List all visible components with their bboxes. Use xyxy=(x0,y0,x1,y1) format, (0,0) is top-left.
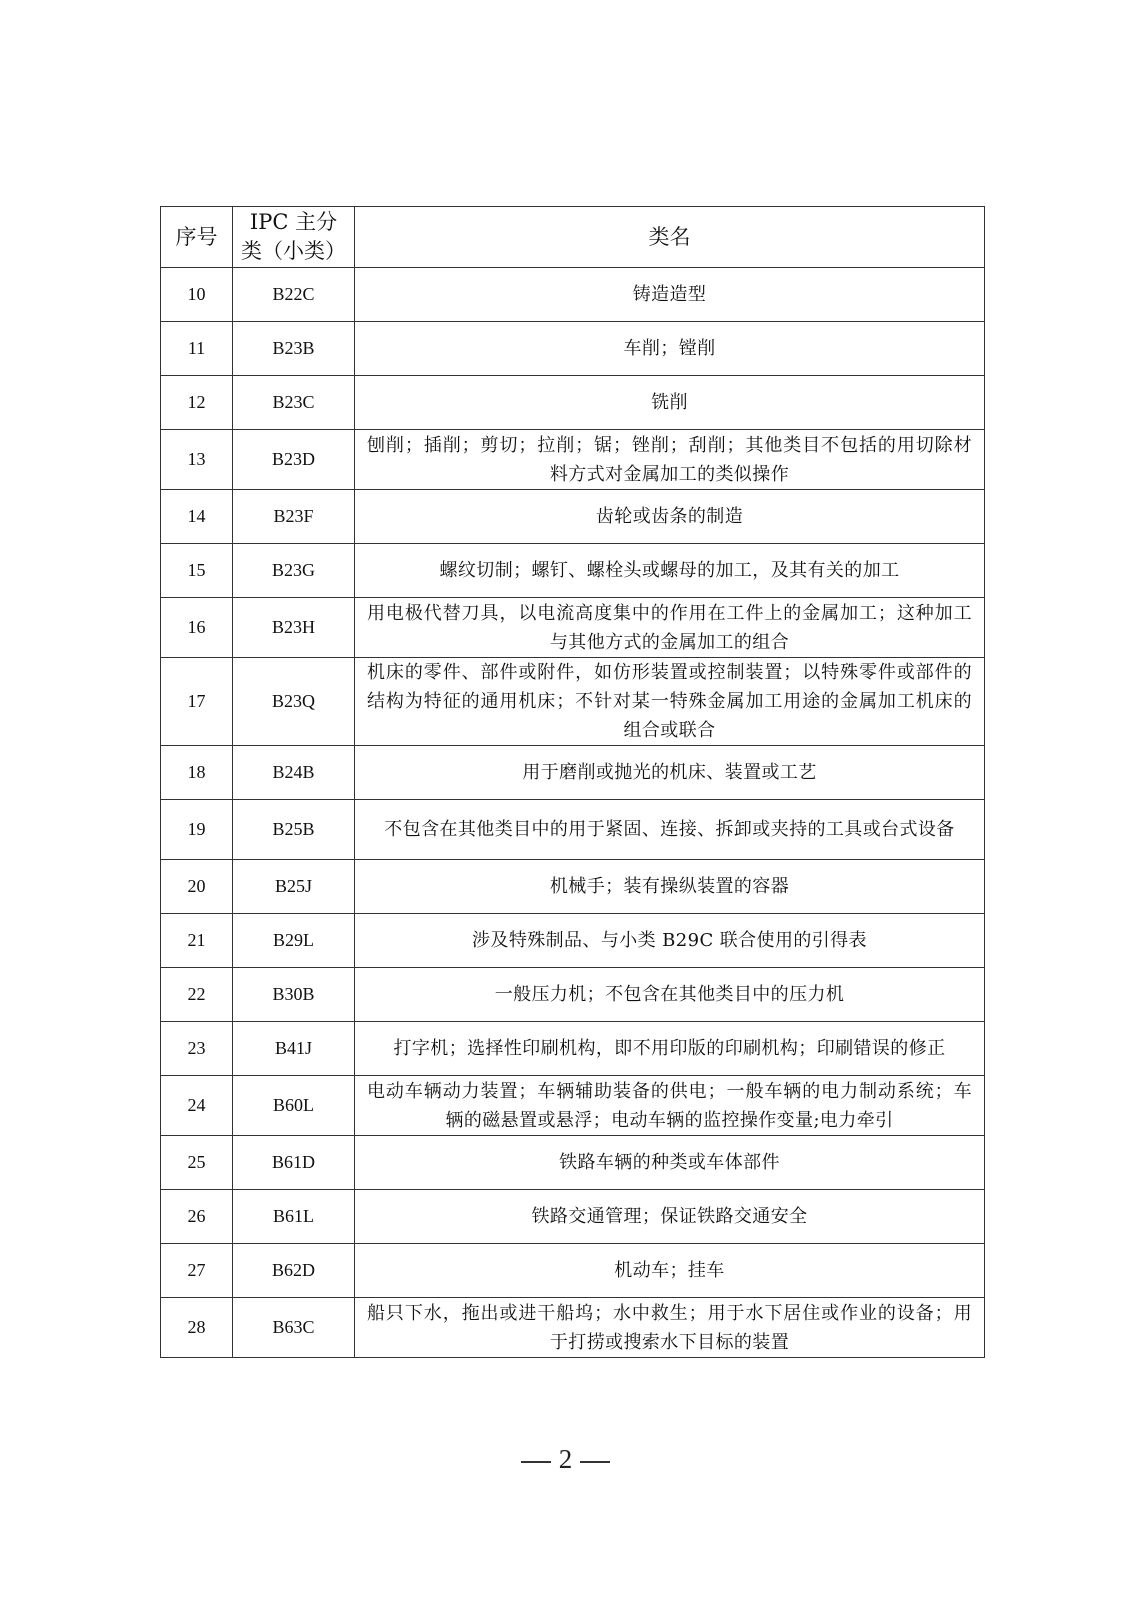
row-seq: 11 xyxy=(161,322,233,376)
row-class-name: 机动车；挂车 xyxy=(355,1244,985,1298)
table-row xyxy=(161,860,985,914)
table-row xyxy=(161,322,985,376)
row-seq: 10 xyxy=(161,268,233,322)
row-ipc-code: B30B xyxy=(233,968,355,1022)
ipc-classification-table xyxy=(160,206,985,1358)
table-row xyxy=(161,1022,985,1076)
row-seq: 18 xyxy=(161,746,233,800)
row-class-name: 齿轮或齿条的制造 xyxy=(355,490,985,544)
row-ipc-code: B61D xyxy=(233,1136,355,1190)
header-ipc-code xyxy=(233,207,355,268)
row-ipc-code: B23F xyxy=(233,490,355,544)
row-class-name: 刨削；插削；剪切；拉削；锯；锉削；刮削；其他类目不包括的用切除材料方式对金属加工的类似操作 xyxy=(355,430,985,490)
row-ipc-code: B23H xyxy=(233,598,355,658)
row-class-name: 机床的零件、部件或附件，如仿形装置或控制装置；以特殊零件或部件的结构为特征的通用机床；不针对某一特殊金属加工用途的金属加工机床的组合或联合 xyxy=(355,658,985,746)
row-class-name: 不包含在其他类目中的用于紧固、连接、拆卸或夹持的工具或台式设备 xyxy=(355,800,985,860)
table-row xyxy=(161,1136,985,1190)
table-row xyxy=(161,1190,985,1244)
row-seq: 27 xyxy=(161,1244,233,1298)
row-ipc-code: B61L xyxy=(233,1190,355,1244)
page-number-dash-left xyxy=(521,1461,551,1463)
row-class-name: 船只下水，拖出或进干船坞；水中救生；用于水下居住或作业的设备；用于打捞或搜索水下目标的装置 xyxy=(355,1298,985,1358)
row-ipc-code: B62D xyxy=(233,1244,355,1298)
row-class-name: 螺纹切制；螺钉、螺栓头或螺母的加工，及其有关的加工 xyxy=(355,544,985,598)
row-class-name: 一般压力机；不包含在其他类目中的压力机 xyxy=(355,968,985,1022)
header-row xyxy=(161,207,985,268)
row-ipc-code: B29L xyxy=(233,914,355,968)
row-seq: 22 xyxy=(161,968,233,1022)
table-row xyxy=(161,1298,985,1358)
row-ipc-code: B23Q xyxy=(233,658,355,746)
header-class-name: 类名 xyxy=(355,207,985,268)
row-ipc-code: B23D xyxy=(233,430,355,490)
row-ipc-code: B22C xyxy=(233,268,355,322)
row-class-name: 用于磨削或抛光的机床、装置或工艺 xyxy=(355,746,985,800)
header-ipc-code-line2: 类（小类） xyxy=(241,239,346,263)
row-seq: 13 xyxy=(161,430,233,490)
row-seq: 17 xyxy=(161,658,233,746)
table-row xyxy=(161,268,985,322)
row-class-name: 电动车辆动力装置；车辆辅助装备的供电；一般车辆的电力制动系统；车辆的磁悬置或悬浮；电动车辆的监控操作变量;电力牵引 xyxy=(355,1076,985,1136)
table-header xyxy=(161,207,985,268)
table-row xyxy=(161,658,985,746)
row-seq: 26 xyxy=(161,1190,233,1244)
row-class-name: 机械手；装有操纵装置的容器 xyxy=(355,860,985,914)
table-row xyxy=(161,430,985,490)
row-seq: 15 xyxy=(161,544,233,598)
table-row xyxy=(161,914,985,968)
row-class-name: 铁路交通管理；保证铁路交通安全 xyxy=(355,1190,985,1244)
row-ipc-code: B41J xyxy=(233,1022,355,1076)
row-seq: 12 xyxy=(161,376,233,430)
row-seq: 19 xyxy=(161,800,233,860)
row-class-name: 铸造造型 xyxy=(355,268,985,322)
table-row xyxy=(161,968,985,1022)
table-row xyxy=(161,544,985,598)
table-body xyxy=(161,268,985,1358)
page-footer xyxy=(0,1444,1131,1475)
row-seq: 24 xyxy=(161,1076,233,1136)
row-ipc-code: B60L xyxy=(233,1076,355,1136)
row-class-name: 铁路车辆的种类或车体部件 xyxy=(355,1136,985,1190)
row-ipc-code: B23C xyxy=(233,376,355,430)
row-ipc-code: B23G xyxy=(233,544,355,598)
row-seq: 14 xyxy=(161,490,233,544)
table-row xyxy=(161,800,985,860)
page-number: 2 xyxy=(558,1444,573,1474)
table-row xyxy=(161,1244,985,1298)
row-class-name: 打字机；选择性印刷机构，即不用印版的印刷机构；印刷错误的修正 xyxy=(355,1022,985,1076)
row-ipc-code: B25J xyxy=(233,860,355,914)
row-seq: 16 xyxy=(161,598,233,658)
row-ipc-code: B23B xyxy=(233,322,355,376)
table-row xyxy=(161,376,985,430)
row-class-name: 铣削 xyxy=(355,376,985,430)
header-seq: 序号 xyxy=(161,207,233,268)
row-ipc-code: B25B xyxy=(233,800,355,860)
row-ipc-code: B24B xyxy=(233,746,355,800)
row-seq: 28 xyxy=(161,1298,233,1358)
header-ipc-code-line1: IPC 主分 xyxy=(249,210,338,234)
table-row xyxy=(161,746,985,800)
table-row xyxy=(161,490,985,544)
row-class-name: 用电极代替刀具，以电流高度集中的作用在工件上的金属加工；这种加工与其他方式的金属加工的组合 xyxy=(355,598,985,658)
row-seq: 23 xyxy=(161,1022,233,1076)
page-number-dash-right xyxy=(580,1461,610,1463)
table-row xyxy=(161,1076,985,1136)
row-class-name: 涉及特殊制品、与小类 B29C 联合使用的引得表 xyxy=(355,914,985,968)
row-seq: 25 xyxy=(161,1136,233,1190)
row-seq: 20 xyxy=(161,860,233,914)
row-class-name: 车削；镗削 xyxy=(355,322,985,376)
row-ipc-code: B63C xyxy=(233,1298,355,1358)
table-row xyxy=(161,598,985,658)
row-seq: 21 xyxy=(161,914,233,968)
